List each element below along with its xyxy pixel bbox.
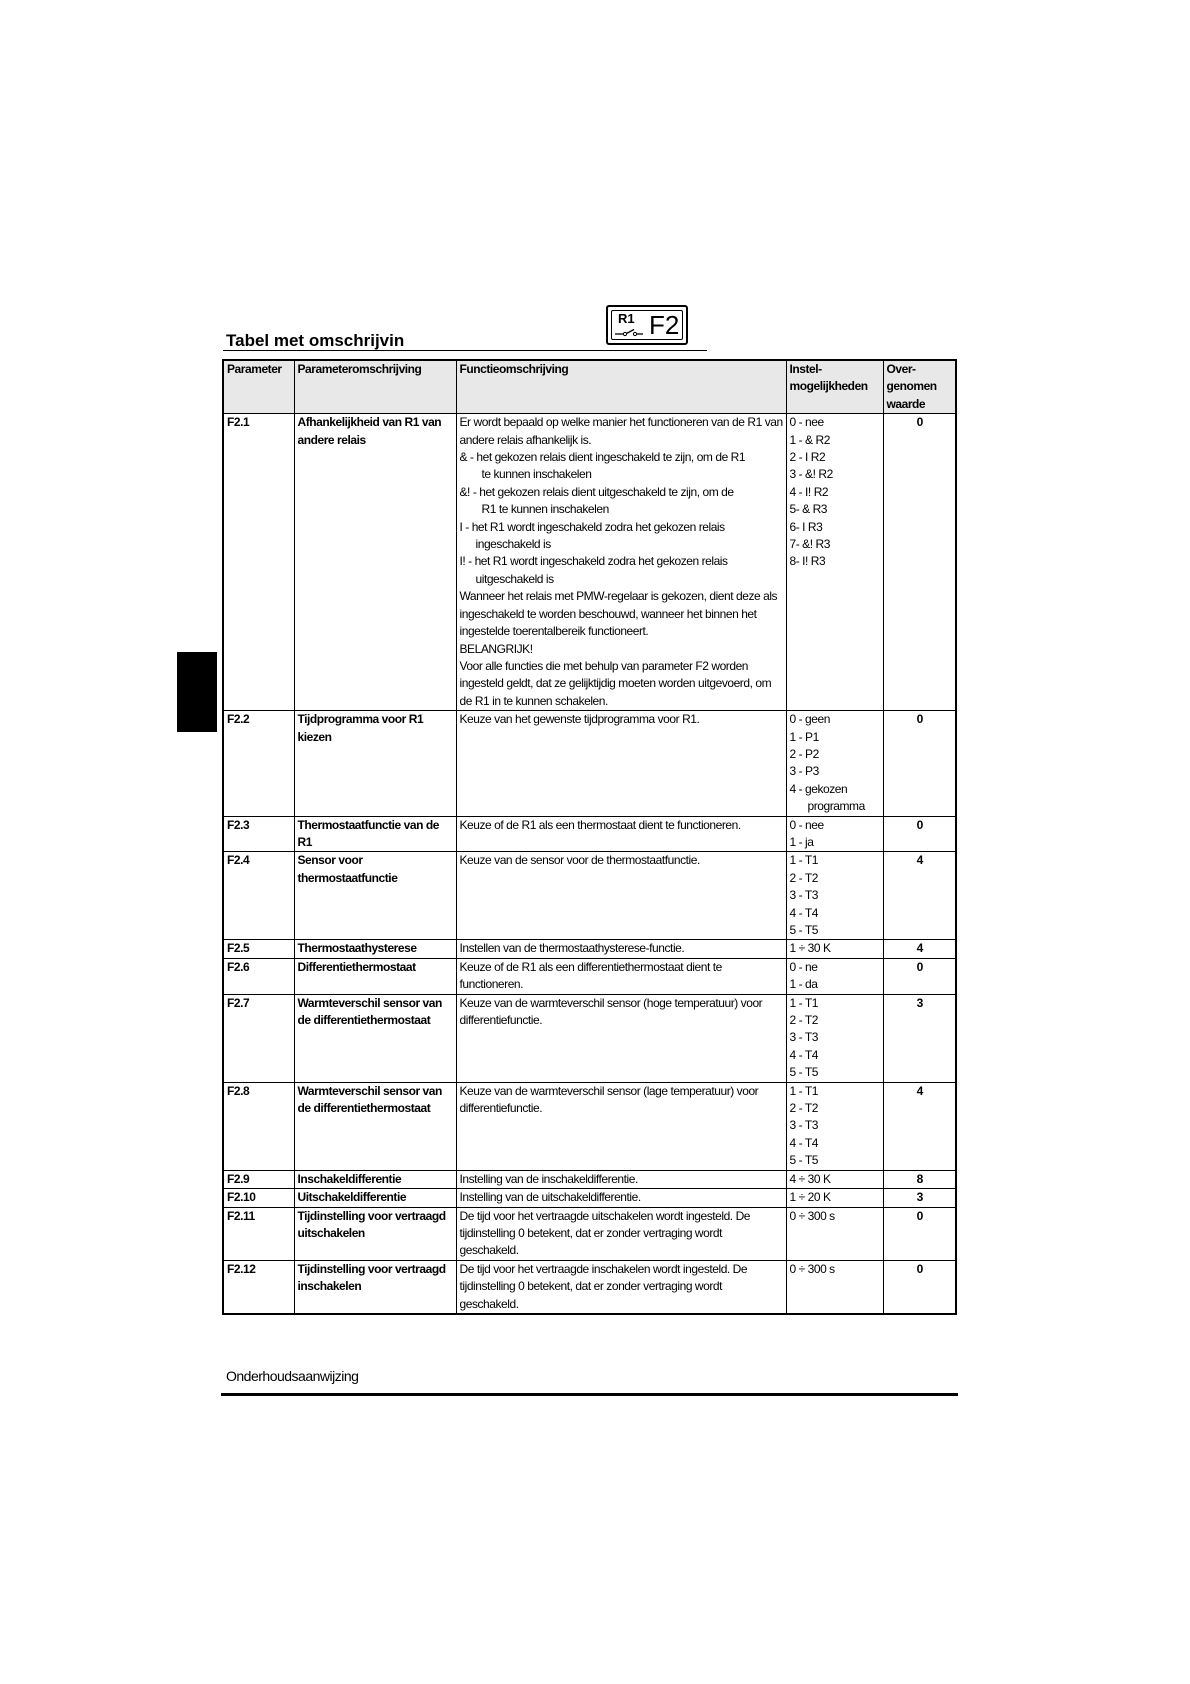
param-code: F2.11	[223, 1207, 294, 1260]
setting-option: 0 - nee	[789, 817, 824, 832]
param-code: F2.2	[223, 711, 294, 816]
table-row	[223, 1189, 956, 1207]
function-line: BELANGRIJK!	[459, 641, 533, 656]
param-code: F2.7	[223, 994, 294, 1082]
title-underline	[223, 350, 707, 351]
param-code: F2.5	[223, 940, 294, 958]
setting-option: 1 - ja	[789, 834, 814, 849]
function-description: Keuze van de warmteverschil sensor (lage temperatuur) voor differentiefunctie.	[456, 1082, 786, 1170]
function-line: Voor alle functies die met behulp van parameter F2 worden ingesteld geldt, dat ze gelijktijdig moeten worden uitgevoerd, om de R1 in te kunnen schakelen.	[459, 658, 772, 708]
setting-option: 0 - nee	[789, 415, 824, 430]
setting-option: 7- &! R3	[789, 537, 830, 552]
setting-option: 3 - P3	[789, 764, 819, 779]
param-code: F2.6	[223, 958, 294, 994]
function-line: uitgeschakeld is	[475, 571, 554, 586]
function-line: te kunnen inschakelen	[481, 467, 592, 482]
function-line: R1 te kunnen inschakelen	[481, 502, 609, 517]
function-description: Keuze of de R1 als een differentiethermostaat dient te functioneren.	[456, 958, 786, 994]
param-code: F2.1	[223, 414, 294, 711]
function-description: Keuze van de warmteverschil sensor (hoge temperatuur) voor differentiefunctie.	[456, 994, 786, 1082]
relay-switch-icon	[614, 328, 644, 338]
footer-rule	[221, 1393, 958, 1396]
header-value-line-2: genomen	[886, 379, 937, 394]
function-description: Instelling van de uitschakeldifferentie.	[456, 1189, 786, 1207]
setting-option: 4 ÷ 30 K	[789, 1171, 831, 1186]
default-value: 0	[883, 414, 956, 711]
table-row	[223, 852, 956, 940]
param-description: Afhankelijkheid van R1 van andere relais	[294, 414, 456, 711]
setting-options	[786, 816, 883, 852]
header-value-line-3: waarde	[886, 396, 926, 411]
setting-options	[786, 940, 883, 958]
setting-option: 5 - T5	[789, 1153, 818, 1168]
table-row	[223, 958, 956, 994]
setting-options	[786, 1082, 883, 1170]
table-row	[223, 711, 956, 816]
table-row	[223, 994, 956, 1082]
param-description: Inschakeldifferentie	[294, 1170, 456, 1188]
setting-option: 2 - T2	[789, 1101, 818, 1116]
function-description: De tijd voor het vertraagde uitschakelen wordt ingesteld. De tijdinstelling 0 betekent, dat er zonder vertraging wordt geschakeld.	[456, 1207, 786, 1260]
setting-option: 0 - ne	[789, 959, 818, 974]
relay-parameter-badge	[606, 305, 688, 345]
table-row	[223, 816, 956, 852]
function-line: &! - het gekozen relais dient uitgeschakeld te zijn, om de	[459, 484, 734, 499]
param-code: F2.12	[223, 1260, 294, 1314]
param-description: Differentiethermostaat	[294, 958, 456, 994]
function-description: Instellen van de thermostaathysterese-functie.	[456, 940, 786, 958]
setting-option: 1 - T1	[789, 853, 818, 868]
setting-option: 1 ÷ 30 K	[789, 941, 831, 956]
default-value: 0	[883, 1207, 956, 1260]
default-value: 0	[883, 816, 956, 852]
default-value: 8	[883, 1170, 956, 1188]
setting-option: 3 - T3	[789, 1118, 818, 1133]
param-code: F2.9	[223, 1170, 294, 1188]
param-code: F2.3	[223, 816, 294, 852]
param-description: Thermostaatfunctie van de R1	[294, 816, 456, 852]
setting-option: 5 - T5	[789, 923, 818, 937]
setting-option: 1 ÷ 20 K	[789, 1190, 831, 1205]
setting-option: 4 - T4	[789, 905, 818, 920]
setting-option: 4 - I! R2	[789, 484, 829, 499]
setting-options	[786, 1170, 883, 1188]
setting-option: 4 - T4	[789, 1135, 818, 1150]
setting-option: 2 - T2	[789, 1013, 818, 1028]
function-description: Keuze van het gewenste tijdprogramma voor R1.	[456, 711, 786, 816]
param-description: Warmteverschil sensor van de differentiethermostaat	[294, 994, 456, 1082]
setting-options	[786, 994, 883, 1082]
setting-options	[786, 1260, 883, 1314]
function-description	[456, 414, 786, 711]
param-description: Tijdinstelling voor vertraagd inschakelen	[294, 1260, 456, 1314]
setting-option: 3 - &! R2	[789, 467, 833, 482]
header-settings-line-2: mogelijkheden	[789, 379, 868, 394]
table-header-row	[223, 360, 956, 414]
setting-option: 3 - T3	[789, 1030, 818, 1045]
default-value: 4	[883, 940, 956, 958]
default-value: 0	[883, 958, 956, 994]
parameter-table	[222, 359, 957, 1315]
table-row	[223, 1207, 956, 1260]
setting-option: 6- I R3	[789, 519, 823, 534]
setting-option: 8- I! R3	[789, 554, 826, 569]
setting-option: 4 - gekozen	[789, 781, 848, 796]
function-line: ingeschakeld is	[475, 537, 551, 552]
param-code: F2.8	[223, 1082, 294, 1170]
setting-options	[786, 1207, 883, 1260]
header-parameter: Parameter	[223, 360, 294, 414]
header-settings	[786, 360, 883, 414]
param-description: Thermostaathysterese	[294, 940, 456, 958]
section-tab-marker	[177, 652, 217, 732]
setting-options	[786, 711, 883, 816]
default-value: 3	[883, 994, 956, 1082]
table-row	[223, 1260, 956, 1314]
param-description: Warmteverschil sensor van de differentiethermostaat	[294, 1082, 456, 1170]
function-description: Keuze van de sensor voor de thermostaatfunctie.	[456, 852, 786, 940]
table-row	[223, 940, 956, 958]
function-line: Wanneer het relais met PMW-regelaar is gekozen, dient deze als ingeschakeld te worden beschouwd, wanneer het binnen het ingestelde toerentalbereik functioneert.	[459, 589, 778, 639]
function-description: Keuze of de R1 als een thermostaat dient te functioneren.	[456, 816, 786, 852]
param-description: Tijdinstelling voor vertraagd uitschakelen	[294, 1207, 456, 1260]
badge-parameter-label: F2	[649, 310, 680, 340]
header-value	[883, 360, 956, 414]
table-row	[223, 414, 956, 711]
header-value-line-1: Over-	[886, 362, 916, 376]
default-value: 0	[883, 1260, 956, 1314]
setting-option: 0 - geen	[789, 712, 830, 727]
function-description: Instelling van de inschakeldifferentie.	[456, 1170, 786, 1188]
setting-options	[786, 1189, 883, 1207]
page-title: Tabel met omschrijvin	[226, 331, 405, 350]
setting-options	[786, 958, 883, 994]
header-description: Parameteromschrijving	[294, 360, 456, 414]
setting-option: 0 ÷ 300 s	[789, 1261, 835, 1276]
setting-option: 2 - I R2	[789, 450, 826, 465]
param-description: Sensor voor thermostaatfunctie	[294, 852, 456, 940]
param-description: Uitschakeldifferentie	[294, 1189, 456, 1207]
setting-option: 1 - T1	[789, 995, 818, 1010]
param-description: Tijdprogramma voor R1 kiezen	[294, 711, 456, 816]
function-line: I - het R1 wordt ingeschakeld zodra het gekozen relais	[459, 519, 725, 534]
function-line: Er wordt bepaald op welke manier het functioneren van de R1 van andere relais afhankelijk is.	[459, 415, 783, 447]
default-value: 4	[883, 852, 956, 940]
table-row	[223, 1170, 956, 1188]
setting-option: 1 - P1	[789, 729, 819, 744]
function-description: De tijd voor het vertraagde inschakelen wordt ingesteld. De tijdinstelling 0 betekent, dat er zonder vertraging wordt geschakeld.	[456, 1260, 786, 1314]
table-row	[223, 1082, 956, 1170]
setting-option: 1 - da	[789, 977, 818, 992]
setting-option: 4 - T4	[789, 1047, 818, 1062]
setting-options	[786, 852, 883, 940]
default-value: 4	[883, 1082, 956, 1170]
setting-option: 5 - T5	[789, 1065, 818, 1080]
default-value: 3	[883, 1189, 956, 1207]
param-code: F2.10	[223, 1189, 294, 1207]
default-value: 0	[883, 711, 956, 816]
function-line: I! - het R1 wordt ingeschakeld zodra het gekozen relais	[459, 554, 728, 569]
setting-options	[786, 414, 883, 711]
setting-option: 5- & R3	[789, 502, 828, 517]
setting-option: 0 ÷ 300 s	[789, 1208, 835, 1223]
setting-option: 2 - P2	[789, 746, 819, 761]
footer-label: Onderhoudsaanwijzing	[226, 1368, 359, 1384]
setting-option: 3 - T3	[789, 888, 818, 903]
setting-option: 2 - T2	[789, 870, 818, 885]
header-function: Functieomschrijving	[456, 360, 786, 414]
param-code: F2.4	[223, 852, 294, 940]
header-settings-line-1: Instel-	[789, 362, 822, 376]
badge-relay-label: R1	[618, 311, 635, 326]
setting-option: 1 - & R2	[789, 432, 830, 447]
setting-option: programma	[807, 799, 865, 814]
setting-option: 1 - T1	[789, 1083, 818, 1098]
function-line: & - het gekozen relais dient ingeschakeld te zijn, om de R1	[459, 450, 746, 465]
